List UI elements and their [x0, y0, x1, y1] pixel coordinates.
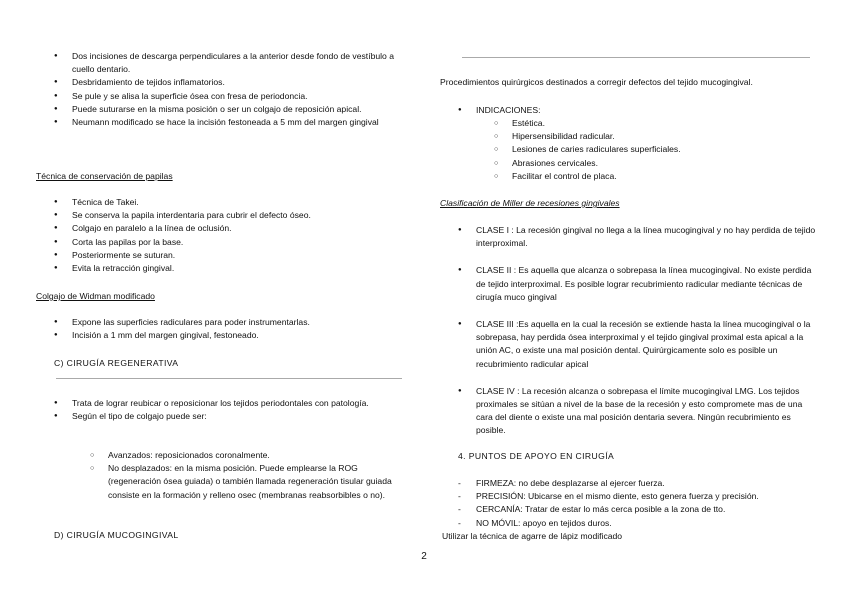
closing-note: Utilizar la técnica de agarre de lápiz modificado [442, 531, 623, 541]
list-item: ○ No desplazados: en la misma posición. Puede emplearse la ROG (regeneración ósea guiada) o también llamada regeneración tisular guiada consiste en la formación y relleno osec (membranas reabsorbibles o no). [36, 462, 408, 502]
list-item: ● INDICACIONES: [440, 104, 818, 117]
section-divider [56, 378, 402, 379]
list-item: - CERCANÍA: Tratar de estar lo más cerca posible a la zona de tto. [440, 503, 818, 516]
list-item: ● Desbridamiento de tejidos inflamatorios. [36, 76, 408, 89]
list-item: ● Dos incisiones de descarga perpendiculares a la anterior desde fondo de vestíbulo a cuello dentario. [36, 50, 408, 76]
takei-section-title: Técnica de conservación de papilas [36, 171, 173, 181]
indicaciones-sublist [440, 117, 818, 183]
section-4-heading: 4. PUNTOS DE APOYO EN CIRUGÍA [458, 451, 615, 461]
list-item: ● Puede suturarse en la misma posición o ser un colgajo de reposición apical. [36, 103, 408, 116]
intro-bullet-list [36, 50, 408, 129]
list-item: ● Evita la retracción gingival. [36, 262, 408, 275]
list-item: ● Trata de lograr reubicar o reposicionar los tejidos periodontales con patología. [36, 397, 408, 410]
list-item: ○ Hipersensibilidad radicular. [440, 130, 818, 143]
section-c-heading: C) CIRUGÍA REGENERATIVA [54, 358, 179, 368]
list-item: - PRECISIÓN: Ubicarse en el mismo diente, esto genera fuerza y precisión. [440, 490, 818, 503]
mucogingival-intro: Procedimientos quirúrgicos destinados a corregir defectos del tejido mucogingival. [440, 77, 753, 87]
widman-bullet-list [36, 316, 408, 342]
list-item: - NO MÓVIL: apoyo en tejidos duros. [440, 517, 818, 530]
section-d-heading: D) CIRUGÍA MUCOGINGIVAL [54, 530, 179, 540]
list-item: ● Corta las papilas por la base. [36, 236, 408, 249]
list-item: ○ Abrasiones cervicales. [440, 157, 818, 170]
list-item: ● CLASE II : Es aquella que alcanza o sobrepasa la línea mucogingival. No existe perdida de tejido interproximal. Es posible lograr recubrimiento radicular mediante técnicas de cirugía muco gingival [440, 264, 818, 304]
list-item: ● Incisión a 1 mm del margen gingival, festoneado. [36, 329, 408, 342]
miller-class-list [440, 224, 818, 452]
list-item: ● Se conserva la papila interdentaria para cubrir el defecto óseo. [36, 209, 408, 222]
apoyo-list [440, 477, 818, 530]
section-divider [462, 57, 810, 58]
list-item: ● Técnica de Takei. [36, 196, 408, 209]
list-item: ● CLASE IV : La recesión alcanza o sobrepasa el límite mucogingival LMG. Los tejidos proximales se sitúan a nivel de la base de la recesión y esto compromete mas de una cara del diente o existe una mal posición dentaria severa. Ningún recubrimiento es posible. [440, 385, 818, 438]
regen-sublist [36, 449, 408, 502]
miller-section-title: Clasificación de Miller de recesiones gingivales [440, 198, 620, 208]
list-item: ○ Avanzados: reposicionados coronalmente. [36, 449, 408, 462]
list-item: ○ Facilitar el control de placa. [440, 170, 818, 183]
list-item: ● Se pule y se alisa la superficie ósea con fresa de periodoncia. [36, 90, 408, 103]
regen-bullet-list [36, 397, 408, 423]
list-item: ● Colgajo en paralelo a la línea de oclusión. [36, 222, 408, 235]
list-item: - FIRMEZA: no debe desplazarse al ejercer fuerza. [440, 477, 818, 490]
takei-bullet-list [36, 196, 408, 275]
list-item: ● Posteriormente se suturan. [36, 249, 408, 262]
list-item: ● Neumann modificado se hace la incisión festoneada a 5 mm del margen gingival [36, 116, 408, 129]
widman-section-title: Colgajo de Widman modificado [36, 291, 155, 301]
indicaciones-list [440, 104, 818, 117]
list-item: ● CLASE III :Es aquella en la cual la recesión se extiende hasta la línea mucogingival o la sobrepasa, hay perdida ósea interproximal y el tejido gingival proximal esta apical a la unión AC, o existe una mal posición dental. Quirúrgicamente solo es posible un recubrimiento radicular apical [440, 318, 818, 371]
list-item: ○ Estética. [440, 117, 818, 130]
page-number: 2 [421, 551, 427, 562]
list-item: ○ Lesiones de caries radiculares superficiales. [440, 143, 818, 156]
list-item: ● Según el tipo de colgajo puede ser: [36, 410, 408, 423]
list-item: ● Expone las superficies radiculares para poder instrumentarlas. [36, 316, 408, 329]
list-item: ● CLASE I : La recesión gingival no llega a la línea mucogingival y no hay perdida de tejido interproximal. [440, 224, 818, 250]
